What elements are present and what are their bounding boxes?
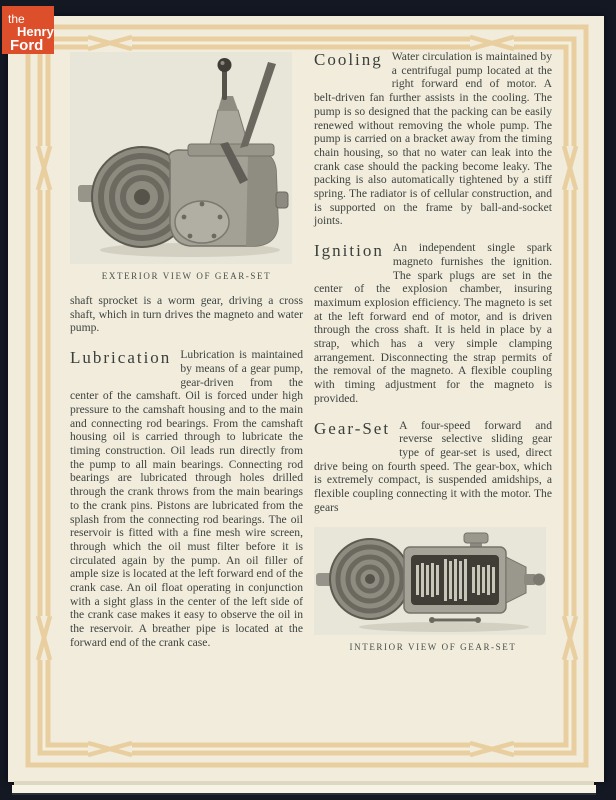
section-cooling bbox=[314, 50, 552, 228]
section-text-cooling: Water circulation is maintained by a centrifugal pump located at the right forward end of motor. A belt-driven fan further assists in the cooling. The pump is so designed that the packing can be easily renewed without removing the whole pump. The pump is carried on a bracket away from the timing chain housing, so that no water can leak into the crank case should the packing become leaky. The packing is also automatically tightened by a stiff spring. The radiator is of cellular construction, and is supported on the frame by ball-and-socket joints. bbox=[314, 50, 552, 228]
page-stack-edge-2 bbox=[12, 785, 596, 795]
section-heading-lubrication: Lubrication bbox=[70, 348, 172, 368]
exterior-gearset-photo bbox=[70, 52, 292, 264]
henry-ford-logo bbox=[2, 6, 54, 54]
section-heading-ignition: Ignition bbox=[314, 241, 384, 261]
logo-henry: Henry bbox=[17, 24, 54, 39]
interior-gearset-photo bbox=[314, 527, 546, 635]
section-heading-gear-set: Gear-Set bbox=[314, 418, 391, 438]
exterior-figure-caption: EXTERIOR VIEW OF GEAR-SET bbox=[101, 271, 272, 281]
gearset-continuation-paragraph: shaft sprocket is a worm gear, driving a cross shaft, which in turn drives the magneto and water pump. bbox=[70, 294, 303, 335]
section-lubrication bbox=[70, 348, 303, 649]
section-heading-cooling: Cooling bbox=[314, 50, 383, 69]
right-column bbox=[314, 50, 552, 652]
section-ignition bbox=[314, 241, 552, 405]
section-text-ignition: An independent single spark magneto furnishes the ignition. The spark plugs are set in the center of the explosion chamber, insuring maximum explosion efficiency. The magneto is set at the left forward end of motor, and is driven through the cross shaft. It is held in place by a strap, which has a very simple clamping arrangement. Disconnecting the strap permits of the removal of the magneto. A flexible coupling with timing adjustment for the magneto is provided. bbox=[314, 241, 552, 405]
figure-exterior-gearset bbox=[70, 52, 303, 281]
section-text-gear-set: A four-speed forward and reverse selective sliding gear type of gear-set is used, direct drive being on fourth speed. The gear-box, which is extremely compact, is suspended amidships, a flexible coupling connecting it with the motor. The gears bbox=[314, 418, 552, 514]
interior-figure-caption: INTERIOR VIEW OF GEAR-SET bbox=[349, 641, 517, 652]
section-gear-set bbox=[314, 419, 552, 515]
left-column bbox=[70, 52, 303, 650]
section-text-lubrication: Lubrication is maintained by means of a gear pump, gear-driven from the center of the camshaft. Oil is forced under high pressure to the camshaft housing and to the main and connecting rod bearings. From the camshaft housing oil is carried through to lubricate the timing construction. Oil leads run directly from the pump to all main bearings. Connecting rod bearings are lubricated through holes drilled through the crank throws from the main bearings to the crank pins. Pistons are lubricated from the splash from the connecting rod bearings. The oil reservoir is fitted with a fine mesh wire screen, through which the oil must filter before it is circulated again by the pump. An oil filler of ample size is located at the left forward end of the crank case. An oil float operating in conjunction with a sight glass in the center of the left side of the crank case makes it easy to observe the oil in the reservoir. A breather pipe is located at the forward end of the crank case. bbox=[70, 348, 303, 649]
logo-the: the bbox=[8, 12, 25, 26]
figure-interior-gearset bbox=[314, 527, 552, 652]
logo-ford: Ford bbox=[10, 37, 44, 54]
